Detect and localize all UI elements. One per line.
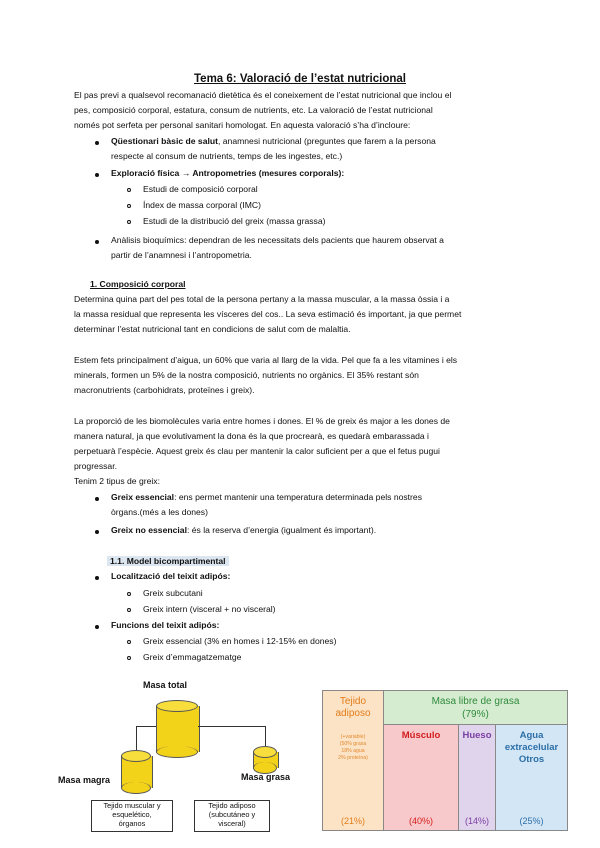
box-line: Tejido muscular y <box>103 801 161 810</box>
connector-line <box>136 726 137 750</box>
paragraph-line: determinar l’estat nutricional tant en condicions de salut com de malaltia. <box>74 324 351 334</box>
connector-line <box>265 726 266 746</box>
paragraph-line: progressar. <box>74 461 117 471</box>
adipose-label-line: adiposo <box>335 708 371 719</box>
lean-mass-header-line: (79%) <box>462 708 489 720</box>
muscle-percent: (40%) <box>408 816 433 826</box>
list-item-cont: partir de l’anamnesi i l’antropometria. <box>111 250 252 260</box>
bullet-icon <box>95 240 99 244</box>
list-item: Funcions del teixit adipós: <box>111 620 220 630</box>
adipose-note-line: 2% proteína) <box>338 755 368 761</box>
sub-list-item: Estudi de la distribució del greix (massa grassa) <box>143 216 326 226</box>
paragraph-line: Tenim 2 tipus de greix: <box>74 476 160 486</box>
section-heading: 1. Composició corporal <box>90 279 186 289</box>
lean-mass-header-line: Masa libre de grasa <box>431 695 520 707</box>
bullet-icon <box>95 576 99 580</box>
cylinder-lean-icon <box>121 750 151 794</box>
circle-bullet-icon <box>127 656 131 660</box>
paragraph-line: manera natural, ja que evolutivament la dona és la que procrearà, es quedarà embarassada i <box>74 431 429 441</box>
sub-list-item: Greix intern (visceral + no visceral) <box>143 604 276 614</box>
paragraph-line: la massa residual que representa les vísceres del cos.. La seva estimació és important, ja que permet <box>74 309 462 319</box>
paragraph-line: perpetuarà l’espècie. Aquest greix és clau per mantenir la calor suficient per a que el fetus pugui <box>74 446 440 456</box>
composition-table <box>322 690 568 831</box>
list-item <box>111 524 376 537</box>
page-title: Tema 6: Valoració de l’estat nutricional <box>194 73 406 85</box>
diagram-label-total: Masa total <box>143 680 188 690</box>
circle-bullet-icon <box>127 220 131 224</box>
list-item-bold: Greix essencial <box>111 492 175 502</box>
box-line: (subcutáneo y <box>208 810 256 819</box>
list-item-cont: òrgans.(més a les dones) <box>111 507 208 517</box>
sub-list-item: Greix subcutani <box>143 588 203 598</box>
intro-line: El pas previ a qualsevol recomanació dietètica és el coneixement de l’estat nutricional que inclou el <box>74 90 452 100</box>
adipose-note-line: (+variable) <box>340 734 366 740</box>
sub-list-item: Greix essencial (3% en homes i 12-15% en dones) <box>143 636 337 646</box>
lean-mass-header <box>384 691 568 725</box>
paragraph-line: La proporció de les biomolècules varia entre homes i dones. El % de greix és major a les dones de <box>74 416 450 426</box>
water-label-line: extracelular <box>504 742 559 753</box>
list-item <box>111 491 422 504</box>
list-item: Anàlisis bioquímics: dependran de les necessitats dels pacients que haurem observat a <box>111 235 444 245</box>
fat-mass-box <box>194 800 270 832</box>
water-label-line: Agua <box>519 730 544 741</box>
intro-line: només pot serfeta per personal sanitari homologat. En aquesta valoració s’ha d’incloure: <box>74 120 411 130</box>
bullet-icon <box>95 173 99 177</box>
muscle-cell <box>384 725 459 831</box>
list-item-cont: respecte al consum de nutrients, temps de les ingestes, etc.) <box>111 151 343 161</box>
box-line: visceral) <box>218 819 246 828</box>
adipose-note-line: (50% grasa <box>339 741 367 747</box>
bone-label: Hueso <box>462 730 492 741</box>
list-item: Localització del teixit adipós: <box>111 571 231 581</box>
water-cell <box>496 725 568 831</box>
circle-bullet-icon <box>127 188 131 192</box>
adipose-cell <box>323 691 384 831</box>
box-line: esquelético, <box>112 810 152 819</box>
list-item-text: : ens permet mantenir una temperatura determinada pels nostres <box>174 492 422 502</box>
bone-cell <box>459 725 496 831</box>
list-item-bold: Greix no essencial <box>111 525 187 535</box>
circle-bullet-icon <box>127 640 131 644</box>
sub-list-item: Índex de massa corporal (IMC) <box>143 200 261 210</box>
connector-line <box>198 726 266 727</box>
adipose-note <box>323 734 383 762</box>
cylinder-total-icon <box>156 700 198 758</box>
list-item <box>111 135 436 148</box>
diagram-label-fat: Masa grasa <box>241 772 291 782</box>
bone-percent: (14%) <box>464 816 489 826</box>
list-item-text: Funcions del teixit adipós <box>111 620 217 630</box>
adipose-label <box>323 696 383 720</box>
list-item-text: Localització del teixit adipós <box>111 571 228 581</box>
cylinder-fat-icon <box>253 746 277 774</box>
list-item: Exploració física → Antropometries (mesures corporals): <box>111 168 345 178</box>
bullet-icon <box>95 530 99 534</box>
circle-bullet-icon <box>127 204 131 208</box>
bullet-icon <box>95 497 99 501</box>
water-label-line: Otros <box>518 754 545 765</box>
water-percent: (25%) <box>519 816 544 826</box>
bullet-icon <box>95 141 99 145</box>
adipose-label-line: Tejido <box>339 696 367 707</box>
adipose-percent: (21%) <box>340 816 365 826</box>
subsection-heading <box>107 555 229 568</box>
connector-line <box>136 726 156 727</box>
box-line: Tejido adiposo <box>208 801 256 810</box>
diagram-label-lean: Masa magra <box>58 775 111 785</box>
circle-bullet-icon <box>127 592 131 596</box>
sub-list-item: Greix d’emmagatzematge <box>143 652 242 662</box>
intro-line: pes, composició corporal, estatura, consum de nutrients, etc. La valoració de l’estat nutricional <box>74 105 433 115</box>
paragraph-line: minerals, formen un 5% de la nostra composició, nutrients no orgànics. El 35% restant són <box>74 370 419 380</box>
paragraph-line: Determina quina part del pes total de la persona pertany a la massa muscular, a la massa òssia i a <box>74 294 450 304</box>
muscle-label: Músculo <box>401 730 441 741</box>
box-line: órganos <box>118 819 146 828</box>
adipose-note-line: 18% agua <box>341 748 365 754</box>
list-item-text: , anamnesi nutricional (preguntes que farem a la persona <box>217 136 436 146</box>
circle-bullet-icon <box>127 608 131 612</box>
paragraph-line: macronutrients (carbohidrats, proteïnes i greix). <box>74 385 255 395</box>
bullet-icon <box>95 625 99 629</box>
subsection-heading-text: 1.1. Model bicompartimental <box>107 556 229 566</box>
list-item-text: : és la reserva d’energia (igualment és important). <box>186 525 377 535</box>
sub-list-item: Estudi de composició corporal <box>143 184 258 194</box>
water-label <box>496 730 567 766</box>
paragraph-line: Estem fets principalment d’aigua, un 60% que varia al llarg de la vida. Pel que fa a les vitamines i els <box>74 355 458 365</box>
lean-mass-box <box>91 800 173 832</box>
list-item-bold: Qüestionari bàsic de salut <box>111 136 218 146</box>
